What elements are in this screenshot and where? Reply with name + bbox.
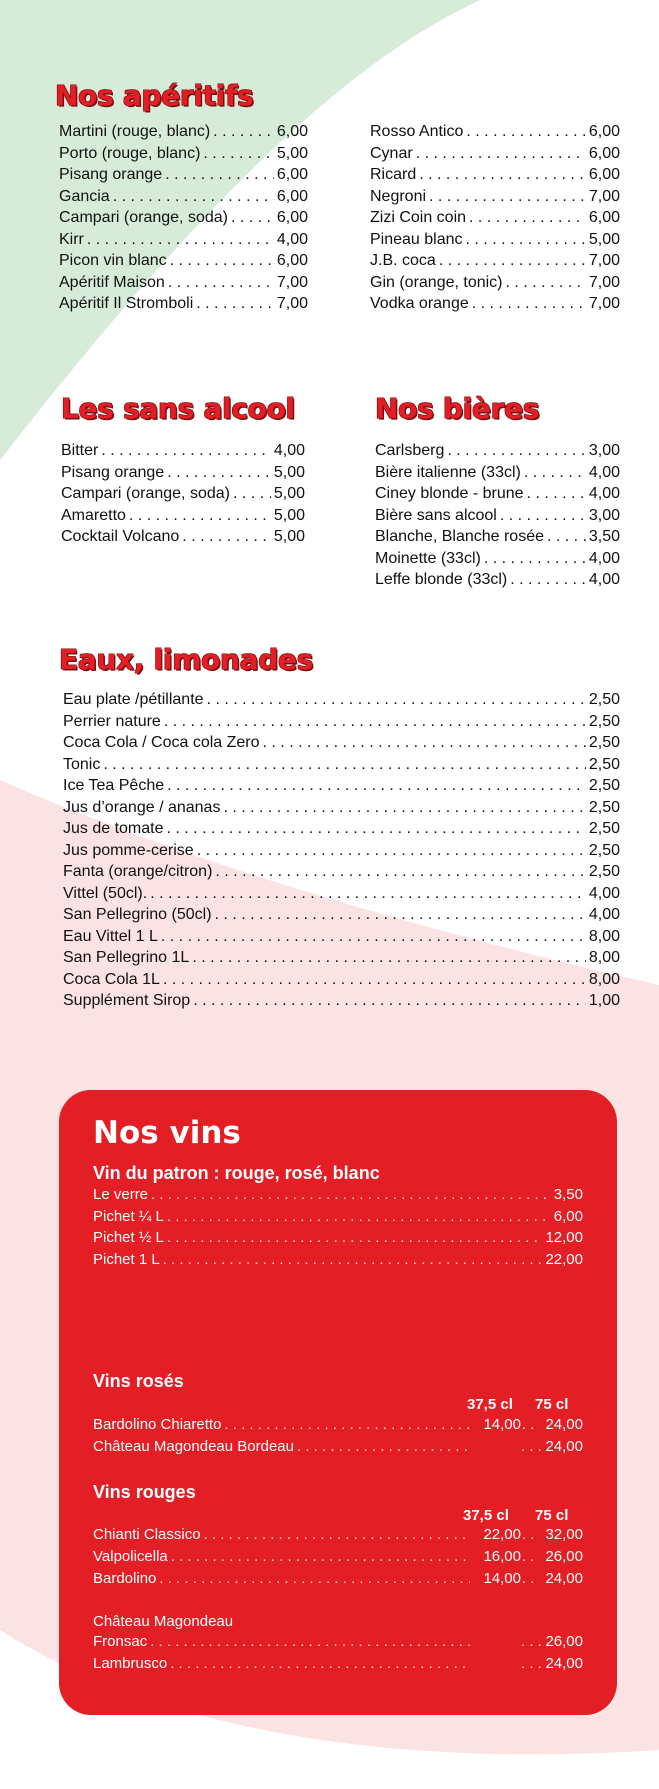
item-price: 5,00 (273, 463, 305, 481)
dot-leader (297, 1436, 470, 1458)
dot-leader (192, 947, 586, 969)
menu-item (63, 689, 620, 711)
dot-leader (151, 1184, 551, 1206)
item-name: Eau plate /pétillante (63, 691, 204, 708)
menu-item (370, 293, 620, 315)
menu-item (93, 1249, 583, 1271)
item-price: 2,50 (588, 798, 620, 816)
wine-item (93, 1546, 583, 1568)
item-name: Perrier nature (63, 712, 161, 730)
dot-leader (164, 711, 586, 733)
wine-item (93, 1524, 583, 1546)
item-name: Ciney blonde - brune (375, 485, 524, 502)
col-75-header-rouges: 75 cl (535, 1507, 569, 1524)
dot-leader (472, 293, 586, 315)
dot-leader (87, 229, 274, 251)
dot-leader (171, 1546, 470, 1568)
dot-leader (524, 462, 586, 484)
dot-leader (419, 164, 586, 186)
item-name: Coca Cola 1L (63, 970, 160, 988)
dot-leader (233, 483, 271, 505)
dot-leader (527, 483, 586, 505)
item-price: 8,00 (588, 927, 620, 945)
menu-item (63, 926, 620, 948)
item-name: Negroni (370, 187, 427, 205)
item-name: Blanche, Blanche rosée (375, 528, 544, 545)
item-name: Pichet 1 L (93, 1250, 160, 1268)
menu-item (370, 164, 620, 186)
wine-item (93, 1436, 583, 1458)
menu-item (63, 990, 620, 1012)
price-37cl: 14,00 (483, 1570, 521, 1587)
menu-item (375, 462, 620, 484)
menu-item (61, 505, 305, 527)
dot-leader (182, 526, 271, 548)
item-name: Martini (rouge, blanc) (59, 123, 211, 140)
item-name: Bitter (61, 442, 99, 459)
menu-item (370, 229, 620, 251)
wine-name: Bardolino (93, 1570, 157, 1587)
dot-leader (167, 462, 271, 484)
item-name: Ice Tea Pêche (63, 777, 165, 794)
aperitifs-title: Nos apéritifs (55, 79, 254, 112)
dot-leader (547, 526, 586, 548)
item-name: Pineau blanc (370, 230, 463, 248)
price-separator: . . . (521, 1655, 542, 1672)
item-price: 4,00 (588, 884, 620, 902)
dot-leader (207, 689, 586, 711)
item-name: San Pellegrino 1L (63, 949, 190, 966)
dot-leader (159, 1568, 470, 1590)
dot-leader (469, 207, 586, 229)
item-price: 6,00 (588, 144, 620, 162)
wine-item (93, 1414, 583, 1436)
dot-leader (150, 1631, 470, 1653)
item-price: 6,00 (588, 209, 620, 226)
item-price: 8,00 (588, 949, 620, 966)
item-price: 3,00 (588, 506, 620, 524)
price-37cl: 14,00 (483, 1416, 521, 1433)
dot-leader (170, 1653, 470, 1675)
item-name: Carlsberg (375, 442, 445, 459)
vins-roses-title: Vins rosés (93, 1371, 184, 1391)
item-name: Vodka orange (370, 295, 469, 312)
menu-item (370, 250, 620, 272)
item-price: 4,00 (273, 442, 305, 459)
item-price: 7,00 (276, 295, 308, 312)
dot-leader (215, 861, 585, 883)
item-price: 3,00 (588, 442, 620, 459)
item-name: Tonic (63, 755, 101, 773)
dot-leader (163, 1249, 543, 1271)
item-price: 4,00 (588, 485, 620, 502)
item-price: 2,50 (588, 712, 620, 730)
price-75cl: 26,00 (545, 1633, 583, 1650)
item-price: 4,00 (588, 463, 620, 481)
dot-leader (161, 926, 586, 948)
item-price: 2,50 (588, 841, 620, 859)
item-price: 4,00 (588, 906, 620, 923)
eaux-list (63, 689, 620, 1012)
item-name: Gancia (59, 187, 110, 205)
dot-leader (213, 121, 274, 143)
menu-item (375, 548, 620, 570)
menu-item (63, 861, 620, 883)
item-price: 2,50 (588, 777, 620, 794)
price-75cl: 26,00 (545, 1548, 583, 1565)
price-separator: . . (521, 1548, 535, 1565)
bieres-list (375, 440, 620, 591)
dot-leader (167, 818, 586, 840)
dot-leader (163, 969, 586, 991)
item-price: 4,00 (588, 549, 620, 567)
eaux-title: Eaux, limonades (59, 643, 314, 676)
col-75-header: 75 cl (535, 1396, 569, 1413)
price-75cl: 24,00 (545, 1438, 583, 1455)
item-name: Apéritif Maison (59, 273, 165, 291)
item-name: Campari (orange, soda) (61, 485, 230, 502)
vins-rouges-title: Vins rouges (93, 1482, 196, 1502)
menu-item (370, 207, 620, 229)
vins-title: Nos vins (93, 1115, 241, 1151)
item-price: 7,00 (588, 295, 620, 312)
menu-item (61, 440, 305, 462)
sans-alcool-list (61, 440, 305, 548)
item-price: 5,00 (588, 230, 620, 248)
wine-name: Château Magondeau Bordeau (93, 1438, 294, 1455)
dot-leader (510, 569, 586, 591)
item-price: 5,00 (276, 144, 308, 162)
menu-item (370, 143, 620, 165)
item-price: 2,50 (588, 820, 620, 837)
item-price: 6,00 (588, 166, 620, 183)
item-name: Pisang orange (59, 166, 163, 183)
dot-leader (165, 164, 274, 186)
price-37cl: 22,00 (483, 1526, 521, 1543)
dot-leader (129, 505, 271, 527)
menu-item (59, 250, 308, 272)
menu-item (61, 526, 305, 548)
item-name: Cynar (370, 144, 413, 162)
menu-item (63, 969, 620, 991)
dot-leader (101, 440, 271, 462)
item-price: 5,00 (273, 506, 305, 524)
aperitifs-list-right (370, 121, 620, 315)
vin-patron-list (93, 1184, 583, 1270)
price-75cl: 32,00 (545, 1526, 583, 1543)
item-price: 4,00 (588, 571, 620, 588)
item-name: Pisang orange (61, 463, 165, 481)
wine-item (93, 1653, 583, 1675)
dot-leader (223, 797, 585, 819)
price-75cl: 24,00 (545, 1655, 583, 1672)
dot-leader (224, 1414, 470, 1436)
dot-leader (439, 250, 586, 272)
sans-alcool-title: Les sans alcool (61, 392, 295, 425)
item-price: 6,00 (276, 209, 308, 226)
item-name: San Pellegrino (50cl) (63, 906, 212, 923)
item-name: Jus d’orange / ananas (63, 798, 221, 816)
item-name: Cocktail Volcano (61, 528, 180, 545)
item-name: Supplément Sirop (63, 992, 191, 1009)
wine-name: Bardolino Chiaretto (93, 1416, 222, 1433)
item-price: 4,00 (276, 230, 308, 248)
item-price: 2,50 (588, 755, 620, 773)
dot-leader (167, 1227, 543, 1249)
item-name: Amaretto (61, 506, 126, 524)
magondeau-label: Château Magondeau (93, 1613, 234, 1630)
item-price: 6,00 (276, 166, 308, 183)
vins-roses-list (93, 1414, 583, 1458)
item-name: Jus de tomate (63, 820, 164, 837)
item-price: 6,00 (276, 187, 308, 205)
menu-item (63, 947, 620, 969)
item-name: Vittel (50cl). (63, 884, 148, 902)
dot-leader (196, 293, 274, 315)
menu-item (370, 272, 620, 294)
item-name: Pichet ½ L (93, 1229, 164, 1246)
price-separator: . . (521, 1526, 535, 1543)
menu-item (63, 883, 620, 905)
dot-leader (500, 505, 586, 527)
dot-leader (506, 272, 586, 294)
vins-extra-list (93, 1631, 583, 1675)
item-price: 22,00 (545, 1250, 583, 1268)
menu-item (375, 505, 620, 527)
dot-leader (466, 121, 585, 143)
menu-item (59, 293, 308, 315)
item-price: 8,00 (588, 970, 620, 988)
menu-item (370, 121, 620, 143)
item-name: Campari (orange, soda) (59, 209, 228, 226)
dot-leader (204, 1524, 470, 1546)
vin-patron-title: Vin du patron : rouge, rosé, blanc (93, 1163, 380, 1183)
item-price: 1,00 (588, 992, 620, 1009)
item-price: 6,00 (276, 252, 308, 269)
menu-item (59, 186, 308, 208)
item-price: 2,50 (588, 734, 620, 751)
item-name: Ricard (370, 166, 417, 183)
item-price: 7,00 (588, 273, 620, 291)
wine-name: Lambrusco (93, 1655, 168, 1672)
menu-item (63, 904, 620, 926)
wine-panel (59, 1090, 617, 1715)
dot-leader (167, 1206, 551, 1228)
item-price: 3,50 (553, 1186, 583, 1203)
menu-item (93, 1184, 583, 1206)
menu-item (63, 711, 620, 733)
menu-item (61, 462, 305, 484)
item-price: 7,00 (588, 252, 620, 269)
dot-leader (167, 775, 586, 797)
dot-leader (484, 548, 586, 570)
item-name: Gin (orange, tonic) (370, 273, 503, 291)
item-price: 6,00 (588, 123, 620, 140)
menu-item (59, 272, 308, 294)
menu-item (59, 121, 308, 143)
price-37cl: 16,00 (483, 1548, 521, 1565)
item-name: Porto (rouge, blanc) (59, 144, 201, 162)
item-name: Coca Cola / Coca cola Zero (63, 734, 260, 751)
menu-item (93, 1227, 583, 1249)
item-name: Picon vin blanc (59, 252, 167, 269)
menu-item (63, 732, 620, 754)
item-name: Le verre (93, 1186, 149, 1203)
item-price: 2,50 (588, 691, 620, 708)
item-price: 7,00 (588, 187, 620, 205)
menu-item (61, 483, 305, 505)
menu-item (375, 526, 620, 548)
wine-name: Valpolicella (93, 1548, 168, 1565)
col-37-header-rouges: 37,5 cl (463, 1507, 509, 1524)
dot-leader (150, 883, 586, 905)
item-name: Bière sans alcool (375, 506, 497, 524)
dot-leader (203, 143, 273, 165)
item-name: Leffe blonde (33cl) (375, 571, 508, 588)
menu-item (375, 483, 620, 505)
menu-item (63, 797, 620, 819)
price-separator: . . . (521, 1438, 542, 1455)
menu-item (63, 840, 620, 862)
wine-name: Fronsac (93, 1633, 148, 1650)
item-name: Zizi Coin coin (370, 209, 467, 226)
item-name: Rosso Antico (370, 123, 464, 140)
price-75cl: 24,00 (545, 1416, 583, 1433)
item-name: Eau Vittel 1 L (63, 927, 158, 945)
vins-rouges-list (93, 1524, 583, 1590)
menu-item (63, 775, 620, 797)
item-price: 7,00 (276, 273, 308, 291)
item-name: Bière italienne (33cl) (375, 463, 521, 481)
menu-item (93, 1206, 583, 1228)
dot-leader (197, 840, 586, 862)
menu-item (375, 440, 620, 462)
item-name: Moinette (33cl) (375, 549, 481, 567)
dot-leader (168, 272, 274, 294)
menu-item (59, 143, 308, 165)
price-separator: . . (521, 1570, 535, 1587)
dot-leader (447, 440, 586, 462)
col-37-header: 37,5 cl (467, 1396, 513, 1413)
dot-leader (263, 732, 586, 754)
dot-leader (215, 904, 586, 926)
wine-item (93, 1568, 583, 1590)
dot-leader (193, 990, 586, 1012)
menu-item (375, 569, 620, 591)
menu-item (63, 818, 620, 840)
wine-item (93, 1631, 583, 1653)
dot-leader (416, 143, 586, 165)
item-name: Fanta (orange/citron) (63, 863, 213, 880)
price-75cl: 24,00 (545, 1570, 583, 1587)
menu-item (59, 207, 308, 229)
item-price: 6,00 (276, 123, 308, 140)
bieres-title: Nos bières (375, 392, 540, 425)
item-price: 5,00 (273, 485, 305, 502)
dot-leader (103, 754, 586, 776)
menu-item (63, 754, 620, 776)
item-price: 6,00 (553, 1207, 583, 1225)
item-name: Kirr (59, 230, 84, 248)
price-separator: . . . (521, 1633, 542, 1650)
item-price: 2,50 (588, 863, 620, 880)
dot-leader (231, 207, 274, 229)
aperitifs-list-left (59, 121, 308, 315)
item-price: 12,00 (545, 1229, 583, 1246)
item-name: Jus pomme-cerise (63, 841, 194, 859)
price-separator: . . (521, 1416, 535, 1433)
menu-item (370, 186, 620, 208)
item-name: Apéritif Il Stromboli (59, 295, 194, 312)
item-price: 3,50 (588, 528, 620, 545)
item-name: J.B. coca (370, 252, 436, 269)
item-price: 5,00 (273, 528, 305, 545)
wine-name: Chianti Classico (93, 1526, 201, 1543)
menu-item (59, 164, 308, 186)
dot-leader (113, 186, 274, 208)
dot-leader (466, 229, 586, 251)
dot-leader (170, 250, 274, 272)
dot-leader (429, 186, 586, 208)
menu-item (59, 229, 308, 251)
item-name: Pichet ¼ L (93, 1207, 164, 1225)
